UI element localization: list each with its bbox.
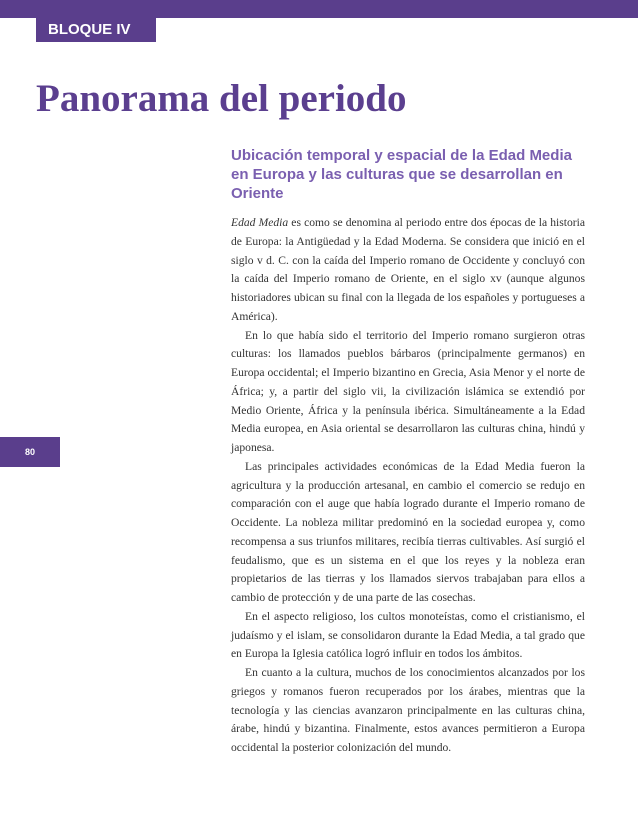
page-number: 80 — [0, 437, 60, 467]
paragraph: Las principales actividades económicas de la Edad Media fueron la agricultura y la producción artesanal, en cambio el comercio se redujo en comparación con el auge que había logrado durante el Imperio romano de Occidente. La nobleza militar predominó en la sociedad europea y, como recompensa a sus triunfos militares, recibía tierras cultivables. Así surgió el feudalismo, que es un sistema en el que los reyes y la nobleza eran propietarios de las tierras y los llamados siervos trabajaban para ellos a cambio de protección y de una parte de las cosechas. — [231, 459, 585, 604]
paragraph — [231, 214, 585, 327]
paragraph: En el aspecto religioso, los cultos monoteístas, como el cristianismo, el judaísmo y el islam, se consolidaron durante la Edad Media, a tal grado que en Europa la Iglesia católica logró influir en todos los ámbitos. — [231, 609, 585, 661]
emphasis-term: Edad Media — [231, 216, 289, 229]
bloque-label: BLOQUE IV — [36, 18, 156, 42]
paragraph: En cuanto a la cultura, muchos de los conocimientos alcanzados por los griegos y romanos fueron recuperados por los árabes, mientras que la tecnología y las ciencias avanzaron principalmente en las culturas china, árabe, hindú y bizantina. Finalmente, estos avances permitieron a Europa occidental la posterior colonización del mundo. — [231, 666, 585, 754]
header-bar — [0, 0, 638, 18]
paragraph: En lo que había sido el territorio del Imperio romano surgieron otras culturas: los llamados pueblos bárbaros (principalmente germanos) en Europa occidental; el Imperio bizantino en Grecia, Asia Menor y el norte de África; y, a partir del siglo vii, la civilización islámica se extendió por Medio Oriente, África y la península ibérica. Simultáneamente a la Edad Media europea, en Asia oriental se desarrollaron las culturas china, hindú y japonesa. — [231, 328, 585, 454]
page-title: Panorama del periodo — [36, 77, 407, 120]
section-title: Ubicación temporal y espacial de la Edad Media en Europa y las culturas que se desarrollan en Oriente — [231, 147, 572, 202]
body-text — [231, 214, 585, 758]
paragraph-text: es como se denomina al periodo entre dos épocas de la historia de Europa: la Antigüedad y la Edad Moderna. Se considera que inició en el siglo v d. C. con la caída del Imperio romano de Occidente y concluyó con la caída del Imperio romano de Oriente, en el siglo xv (aunque algunos historiadores ubican su final con la llegada de los españoles y portugueses a América). — [231, 216, 585, 323]
